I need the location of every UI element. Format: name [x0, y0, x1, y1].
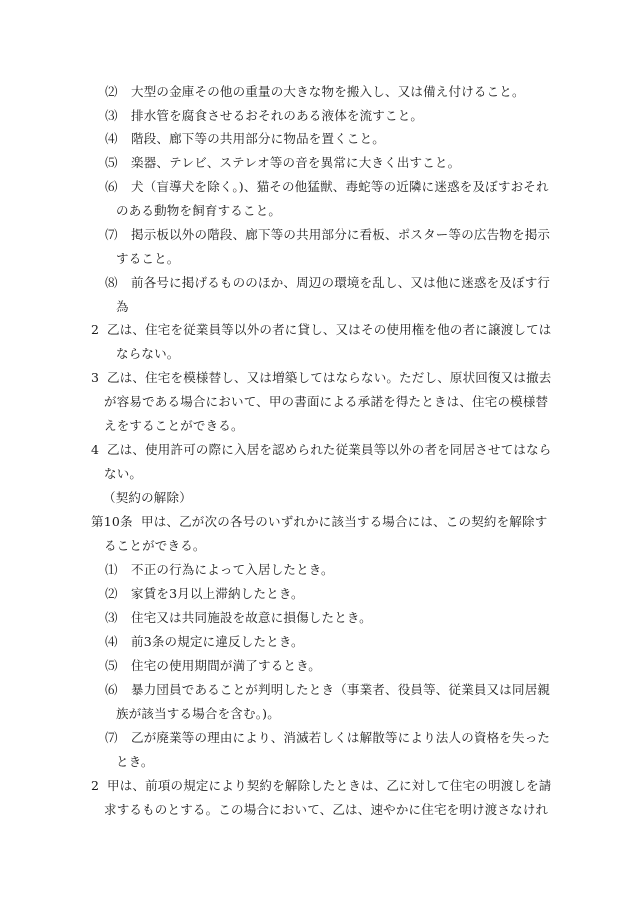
list-item [105, 179, 549, 195]
item-text: 住宅の使用期間が満了するとき。 [131, 658, 322, 673]
list-item [105, 634, 304, 650]
article-label: 第10条 [91, 514, 133, 529]
item-text: 不正の行為によって入居したとき。 [131, 562, 334, 577]
paragraph-text: 乙は、使用許可の際に入居を認められた従業員等以外の者を同居させてはなら [107, 442, 552, 457]
item-number: ⑺ [105, 227, 118, 242]
item-number: ⑻ [105, 275, 118, 290]
paragraph [91, 778, 552, 794]
paragraph-number: 2 [91, 322, 100, 337]
item-continuation: 族が該当する場合を含む。)。 [116, 706, 280, 721]
item-number: ⑶ [105, 610, 118, 625]
paragraph-continuation: えをすることができる。 [104, 418, 244, 433]
item-number: ⑹ [105, 179, 118, 194]
item-continuation: 為 [116, 299, 129, 314]
item-text: 排水管を腐食させるおそれのある液体を流すこと。 [131, 108, 424, 123]
item-number: ⑺ [105, 730, 118, 745]
paragraph-number: 4 [91, 442, 100, 457]
item-text: 大型の金庫その他の重量の大きな物を搬入し、又は備え付けること。 [131, 84, 525, 99]
article-text: 甲は、乙が次の各号のいずれかに該当する場合には、この契約を解除す [141, 514, 548, 529]
item-text: 掲示板以外の階段、廊下等の共用部分に看板、ポスター等の広告物を掲示 [131, 227, 551, 242]
item-number: ⑸ [105, 155, 118, 170]
paragraph-number: 3 [91, 370, 100, 385]
item-number: ⑹ [105, 682, 118, 697]
item-text: 暴力団員であることが判明したとき（事業者、役員等、従業員又は同居親 [131, 682, 551, 697]
paragraph-continuation: が容易である場合において、甲の書面による承諾を得たときは、住宅の模様替 [104, 394, 549, 409]
paragraph [91, 442, 552, 458]
item-number: ⑷ [105, 131, 118, 146]
item-text: 犬（盲導犬を除く。)、猫その他猛獣、毒蛇等の近隣に迷惑を及ぼすおそれ [131, 179, 549, 194]
list-item [105, 562, 334, 578]
item-number: ⑸ [105, 658, 118, 673]
paragraph-text: 乙は、住宅を従業員等以外の者に貸し、又はその使用権を他の者に譲渡しては [107, 322, 552, 337]
item-number: ⑶ [105, 108, 118, 123]
item-number: ⑷ [105, 634, 118, 649]
paragraph-continuation: 求するものとする。この場合において、乙は、速やかに住宅を明け渡さなけれ [104, 802, 549, 817]
item-number: ⑵ [105, 84, 118, 99]
list-item [105, 155, 460, 171]
item-continuation: すること。 [116, 251, 180, 266]
article-continuation: ることができる。 [104, 538, 206, 553]
list-item [105, 586, 304, 602]
paragraph-continuation: ない。 [104, 466, 143, 481]
item-text: 住宅又は共同施設を故意に損傷したとき。 [131, 610, 372, 625]
list-item [105, 275, 550, 291]
item-text: 家賃を3月以上滞納したとき。 [131, 586, 304, 601]
item-continuation: のある動物を飼育すること。 [116, 203, 282, 218]
list-item [105, 682, 550, 698]
item-text: 楽器、テレビ、ステレオ等の音を異常に大きく出すこと。 [131, 155, 461, 170]
list-item [105, 131, 385, 147]
item-number: ⑴ [105, 562, 118, 577]
item-text: 階段、廊下等の共用部分に物品を置くこと。 [131, 131, 386, 146]
list-item [105, 610, 372, 626]
paragraph [91, 370, 552, 386]
list-item [105, 84, 525, 100]
paragraph-number: 2 [91, 778, 100, 793]
item-number: ⑵ [105, 586, 118, 601]
list-item [105, 730, 550, 746]
list-item [105, 227, 550, 243]
paragraph [91, 322, 552, 338]
item-text: 前3条の規定に違反したとき。 [131, 634, 304, 649]
section-heading: （契約の解除） [103, 490, 192, 505]
paragraph-text: 乙は、住宅を模様替し、又は増築してはならない。ただし、原状回復又は撤去 [107, 370, 552, 385]
item-text: 乙が廃業等の理由により、消滅若しくは解散等により法人の資格を失った [131, 730, 551, 745]
item-text: 前各号に掲げるもののほか、周辺の環境を乱し、又は他に迷惑を及ぼす行 [131, 275, 551, 290]
paragraph-text: 甲は、前項の規定により契約を解除したときは、乙に対して住宅の明渡しを請 [107, 778, 552, 793]
paragraph-continuation: ならない。 [116, 346, 180, 361]
list-item [105, 658, 321, 674]
article [91, 514, 547, 530]
list-item [105, 108, 423, 124]
item-continuation: とき。 [116, 754, 154, 769]
